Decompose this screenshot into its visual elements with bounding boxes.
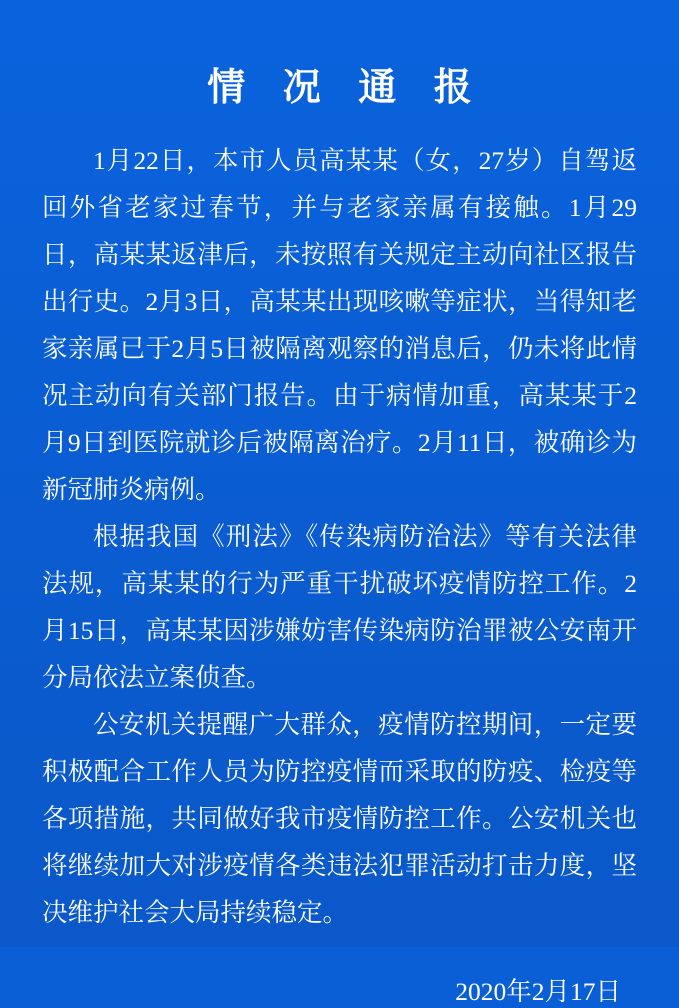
paragraph-3: 公安机关提醒广大群众，疫情防控期间，一定要积极配合工作人员为防控疫情而采取的防疫、检疫等各项措施，共同做好我市疫情防控工作。公安机关也将继续加大对涉疫情各类违法犯罪活动打击力度，坚决维护社会大局持续稳定。 (42, 710, 637, 927)
notice-body (42, 137, 637, 936)
paragraph-2: 根据我国《刑法》《传染病防治法》等有关法律法规，高某某的行为严重干扰破坏疫情防控工作。2月15日，高某某因涉嫌妨害传染病防治罪被公安南开分局依法立案侦查。 (42, 522, 637, 692)
issue-date: 2020年2月17日 (455, 977, 621, 1006)
page-title: 情 况 通 报 (207, 67, 486, 109)
paragraph-1: 1月22日，本市人员高某某（女，27岁）自驾返回外省老家过春节，并与老家亲属有接触。1月29日，高某某返津后，未按照有关规定主动向社区报告出行史。2月3日，高某某出现咳嗽等症状，当得知老家亲属已于2月5日被隔离观察的消息后，仍未将此情况主动向有关部门报告。由于病情加重，高某某于2月9日到医院就诊后被隔离治疗。2月11日，被确诊为新冠肺炎病例。 (42, 146, 637, 504)
